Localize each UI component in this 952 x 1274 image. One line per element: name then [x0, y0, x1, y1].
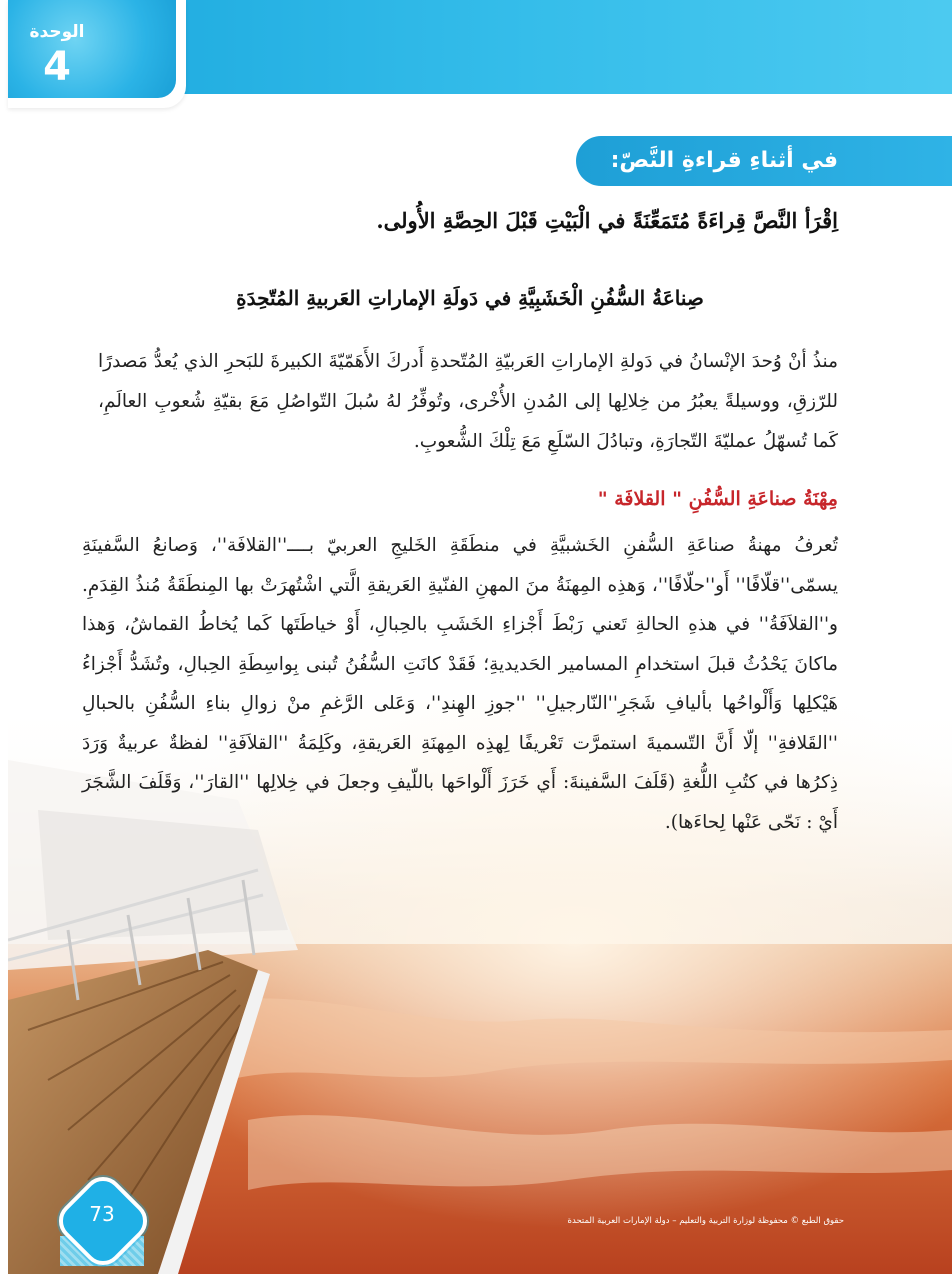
unit-label: الوحدة: [29, 22, 85, 42]
unit-number: 4: [43, 44, 71, 90]
unit-badge: [8, 0, 176, 98]
section-heading: في أثناءِ قراءةِ النَّصّ:: [576, 136, 952, 186]
reading-instruction: اِقْرَأ النَّصَّ قِراءَةً مُتَمَعِّنَةً في الْبَيْتِ قَبْلَ الحِصَّةِ الأُولى.: [376, 208, 838, 233]
article-subheading: مِهْنَةُ صناعَةِ السُّفُنِ " القلافَة ": [597, 488, 838, 510]
page-number: 73: [89, 1202, 115, 1226]
body-paragraph: تُعرفُ مهنةُ صناعَةِ السُّفنِ الخَشبيَّةِ في منطَقَةِ الخَليجِ العربيّ بــــ''القلافَة''، وَصانعُ السَّفينَةِ يسمّى''قلّافًا'' أَو''حلّافًا''، وَهذِه المِهنَةُ منَ المهنِ الفنّيةِ العَريقةِ الَّتي اشْتُهرَتْ بها المِنطَقَةُ مُنذُ القِدَمِ. و''القلاَفَةُ'' في هذهِ الحالةِ تَعني رَبْطَ أَجْزاءِ الخَشَبِ بالحِبالِ، أَوْ خياطَتَها كَما يُخاطُ القماشُ، وَهذا ماكانَ يَحْدُثُ قبلَ استخدامِ المسامير الحَديديةِ؛ فَقَدْ كانَتِ السُّفُنُ تُبنى بِواسِطَةِ الحِبالِ، وتُشَدُّ أَجْزاءُ هَيْكلِها وَأَلْواحُها بأليافِ شَجَرِ''النّارجيلِ'' ''جوزِ الهِندِ''، وَعَلى الرَّغمِ منْ زوالِ بناءِ السُّفُنِ بالحبالِ ''القَلافةِ'' إلّا أَنَّ التّسميةَ استمرَّت تَعْريفًا لِهذِه المِهنَةِ العَريقةِ، وكَلِمَةُ ''القلاَفَةِ'' لفظةٌ عربيةٌ وَرَدَ ذِكرُها في كتُبِ اللُّغةِ (قَلَفَ السَّفينةَ: أَي خَرَزَ أَلْواحَها باللّيفِ وجعلَ في خِلالِها ''القارَ''، وَقَلَفَ الشَّجَرَ أَيْ : نَحّى عَنْها لِحاءَها).: [82, 535, 838, 833]
intro-paragraph: منذُ أنْ وُحدَ الإنْسانُ في دَولةِ الإماراتِ العَربيّةِ المُتّحدةِ أَدركَ الأَهَمّيّةَ الكبيرةَ للبَحرِ الذي يُعدُّ مَصدرًا للرّزقِ، ووسيلةً يعبُرُ من خِلالِها إلى المُدنِ الأُخْرى، وتُوفِّرُ لهُ سُبلَ التّواصُلِ مَعَ بقيّةِ شُعوبِ العالَمِ، كَما تُسهّلُ عمليّةَ التّجارَةِ، وتبادُلَ السّلَعِ مَعَ تِلْكَ الشُّعوبِ.: [98, 351, 838, 452]
copyright-notice: حقوق الطبع © محفوظة لوزارة التربية والتعليم – دولة الإمارات العربية المتحدة: [567, 1216, 844, 1226]
article-title: صِناعَةُ السُّفُنِ الْخَشَبِيَّةِ في دَولَةِ الإماراتِ العَربيةِ المُتّحِدَةِ: [236, 286, 704, 310]
